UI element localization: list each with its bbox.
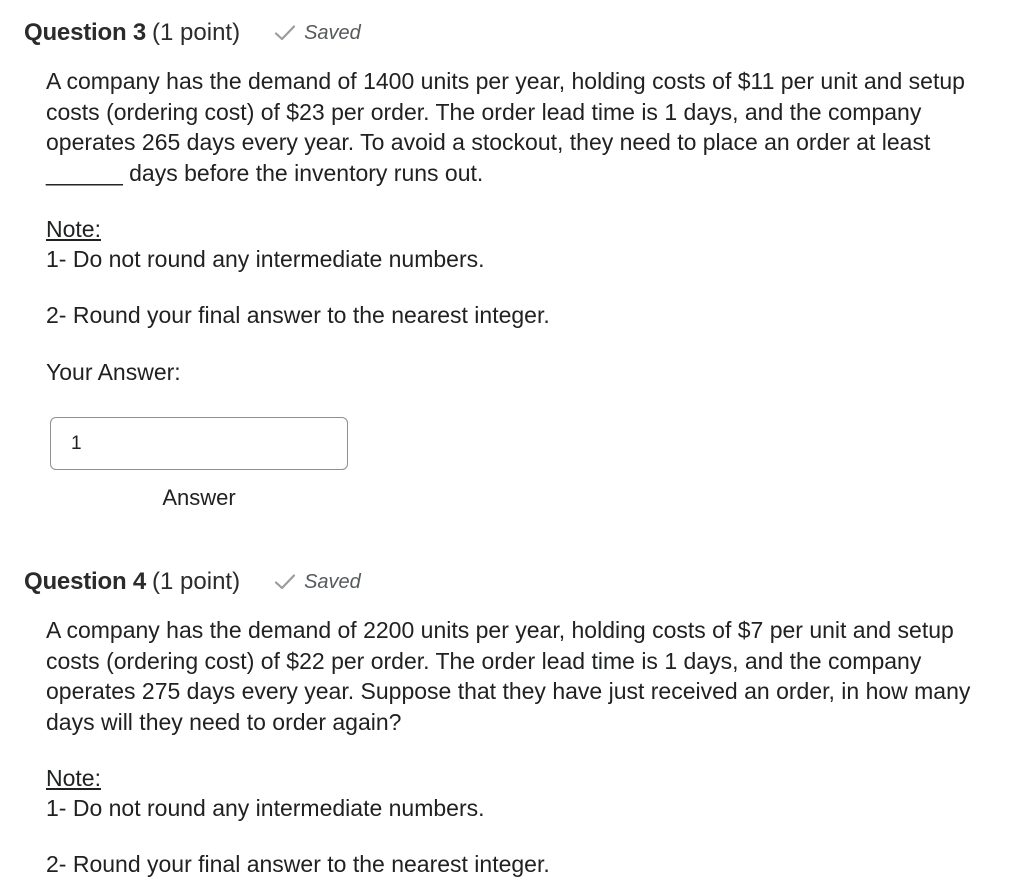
checkmark-icon — [274, 24, 296, 42]
note-title: Note: — [46, 216, 101, 242]
question-title: Question 3 — [24, 19, 147, 46]
question-title: Question 4 — [24, 568, 147, 595]
answer-caption: Answer — [162, 485, 236, 510]
saved-label: Saved — [304, 570, 361, 593]
saved-label: Saved — [304, 21, 361, 44]
note-item-2: 2- Round your final answer to the nearest integer. — [46, 851, 550, 877]
answer-input[interactable] — [50, 417, 348, 470]
question-header — [24, 16, 361, 50]
note-item-1: 1- Do not round any intermediate numbers. — [46, 795, 485, 821]
question-points: (1 point) — [152, 19, 241, 46]
note-item-2: 2- Round your final answer to the nearest integer. — [46, 302, 550, 328]
note-block — [46, 214, 1006, 330]
saved-status — [274, 571, 361, 594]
note-item-1: 1- Do not round any intermediate numbers. — [46, 246, 485, 272]
question-text: A company has the demand of 1400 units per year, holding costs of $11 per unit and setup costs (ordering cost) of $23 per order. The order lead time is 1 days, and the company operates 265 days every year. To avoid a stockout, they need to place an order at least ______ days before the inventory runs out. — [46, 68, 965, 186]
checkmark-icon — [274, 573, 296, 591]
note-title: Note: — [46, 765, 101, 791]
your-answer-label: Your Answer: — [46, 359, 181, 385]
saved-status — [274, 22, 361, 45]
question-text: A company has the demand of 2200 units per year, holding costs of $7 per unit and setup costs (ordering cost) of $22 per order. The order lead time is 1 days, and the company operates 275 days every year. Suppose that they have just received an order, in how many days will they need to order again? — [46, 617, 971, 735]
question-points: (1 point) — [152, 568, 241, 595]
note-block — [46, 763, 1006, 879]
question-header — [24, 565, 361, 599]
